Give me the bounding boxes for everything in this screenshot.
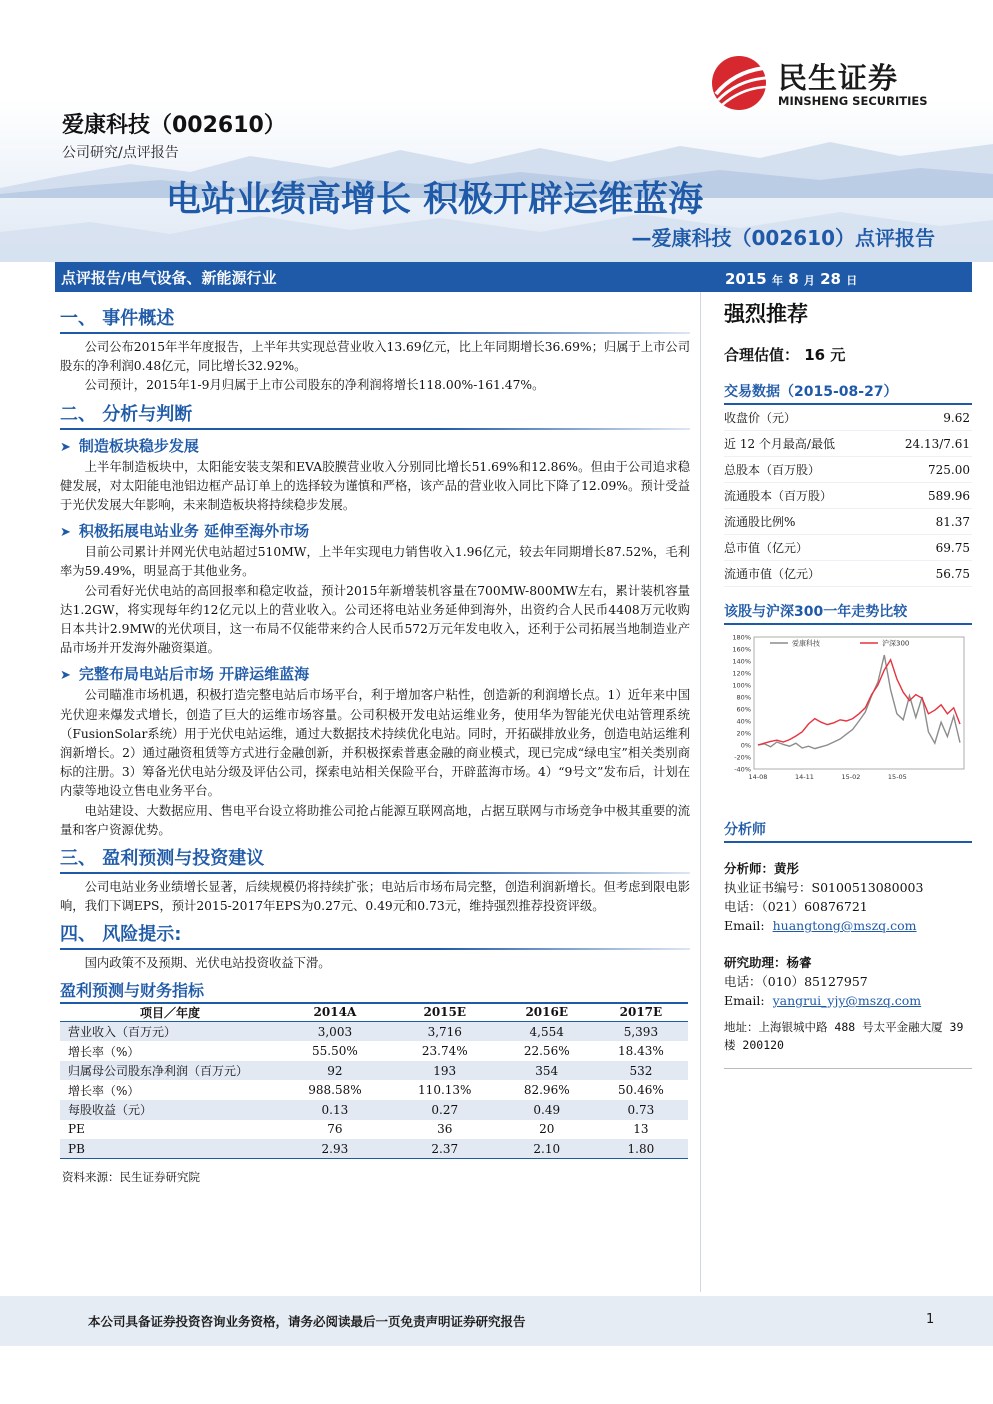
paragraph: 公司预计，2015年1-9月归属于上市公司股东的净利润将增长118.00%-161.47%。 <box>84 378 545 393</box>
footer <box>0 1296 993 1346</box>
table-cell: 76 <box>327 1122 343 1137</box>
paragraph: 上半年制造板块中，太阳能安装支架和EVA胶膜营业收入分别同比增长51.69%和12.86%。但由于公司追求稳健发展，对太阳能电池铝边框产品订单上的选择较为谨慎和严格，该产品的营业收入同比下降了12.09%。预计受益于光伏发展大年影响，未来制造板块将持续稳步发展。 <box>60 459 690 513</box>
table-cell: 13 <box>633 1122 649 1137</box>
report-type: 公司研究/点评报告 <box>62 145 179 161</box>
table-cell: 532 <box>594 1061 688 1081</box>
section-underline <box>60 332 690 334</box>
section-heading-overview: 一、 事件概述 <box>60 308 175 329</box>
trade-value: 9.62 <box>943 411 970 425</box>
table-cell: 0.27 <box>390 1100 500 1120</box>
x-tick-label: 15-02 <box>841 773 861 781</box>
analyst-info <box>724 859 972 935</box>
table-source: 资料来源：民生证券研究院 <box>62 1170 200 1185</box>
section-underline <box>60 872 690 874</box>
series-line-aikang <box>758 655 960 749</box>
y-tick-label: -20% <box>734 753 751 762</box>
y-tick-label: 40% <box>736 717 751 726</box>
industry-bar <box>55 262 972 292</box>
trade-label: 总股本（百万股） <box>724 463 821 477</box>
date-year: 2015 <box>725 270 767 288</box>
logo-text-cn: 民生证券 <box>778 61 899 95</box>
table-cell: 0.49 <box>500 1100 594 1120</box>
paragraph: 电站建设、大数据应用、售电平台设立将助推公司抢占能源互联网高地，占据互联网与市场竞争中极其重要的流量和客户资源优势。 <box>60 803 690 837</box>
assistant-email-line <box>724 991 972 1010</box>
legend-label: 爱康科技 <box>792 639 820 648</box>
trade-value: 725.00 <box>928 463 970 477</box>
trade-value: 56.75 <box>935 567 970 581</box>
paragraph: 目前公司累计并网光伏电站超过510MW，上半年实现电力销售收入1.96亿元，较去年同期增长87.52%，毛利率为59.49%，明显高于其他业务。 <box>60 545 690 579</box>
sidebar <box>724 292 972 1069</box>
trade-data-heading: 交易数据（2015-08-27） <box>724 381 972 405</box>
analyst-label: 分析师： <box>724 861 775 876</box>
assistant-name: 杨睿 <box>786 955 812 970</box>
legend-label: 沪深300 <box>882 639 910 648</box>
chevron-right-icon: ➤ <box>60 668 71 684</box>
table-cell: 2.10 <box>500 1139 594 1159</box>
table-cell: 5,393 <box>594 1022 688 1042</box>
table-cell: 22.56% <box>523 1044 570 1059</box>
y-tick-label: 60% <box>736 705 751 714</box>
date-month: 8 <box>788 270 799 288</box>
stock-comparison-chart <box>724 629 972 789</box>
rating: 强烈推荐 <box>724 302 808 326</box>
row-label: 增长率（%） <box>68 1083 140 1098</box>
list-item <box>724 509 972 535</box>
chart-heading: 该股与沪深300一年走势比较 <box>724 601 972 625</box>
table-cell: 18.43% <box>618 1044 664 1059</box>
analyst-cert: 执业证书编号：S0100513080003 <box>724 880 924 895</box>
main-content <box>60 300 690 1185</box>
y-tick-label: -40% <box>734 765 751 774</box>
table-cell: 0.13 <box>280 1100 390 1120</box>
address: 地址：上海银城中路 488 号太平金融大厦 39 楼 200120 <box>724 1018 972 1069</box>
report-date <box>725 270 857 288</box>
table-cell: 2.37 <box>390 1139 500 1159</box>
trade-data-list <box>724 405 972 587</box>
table-cell: 3,716 <box>390 1022 500 1042</box>
assistant-phone: 电话：（010）85127957 <box>724 974 868 989</box>
disclaimer-text: 本公司具备证券投资咨询业务资格，请务必阅读最后一页免责声明证券研究报告 <box>88 1314 526 1329</box>
industry-label: 点评报告/电气设备、新能源行业 <box>61 269 277 287</box>
subheading-text: 积极拓展电站业务 延伸至海外市场 <box>78 522 310 541</box>
subheading-text: 完整布局电站后市场 开辟运维蓝海 <box>78 665 310 684</box>
trade-label: 流通股比例% <box>724 515 796 529</box>
table-cell: 4,554 <box>500 1022 594 1042</box>
section-underline <box>60 948 690 950</box>
table-header-row <box>60 1003 688 1022</box>
table-row <box>60 1022 688 1042</box>
page-number: 1 <box>926 1312 935 1327</box>
y-tick-label: 20% <box>736 729 751 738</box>
column-divider <box>700 292 701 1292</box>
date-day: 28 <box>820 270 841 288</box>
plot-frame <box>754 637 964 769</box>
paragraph: 公司电站业务业绩增长显著，后续规模仍将持续扩张；电站后市场布局完整，创造利润新增长。但考虑到限电影响，我们下调EPS，预计2015-2017年EPS为0.27元、0.49元和0.73元，维持强烈推荐投资评级。 <box>60 880 690 914</box>
table-cell: 988.58% <box>308 1083 362 1098</box>
trade-label: 近 12 个月最高/最低 <box>724 437 835 451</box>
section-underline <box>60 428 690 430</box>
x-tick-label: 14-08 <box>748 773 768 781</box>
logo-text-en: MINSHENG SECURITIES <box>778 94 928 108</box>
table-cell: 92 <box>280 1061 390 1081</box>
email-label: Email: <box>724 918 765 933</box>
list-item <box>724 431 972 457</box>
assistant-email-link[interactable]: yangrui_yjy@mszq.com <box>772 993 922 1008</box>
y-tick-label: 180% <box>732 633 751 642</box>
row-label: PB <box>60 1139 280 1159</box>
date-month-unit: 月 <box>803 274 815 287</box>
analyst-phone: 电话：（021）60876721 <box>724 899 868 914</box>
paragraph: 公司公布2015年半年度报告，上半年共实现总营业收入13.69亿元，比上年同期增长36.69%；归属于上市公司股东的净利润0.48亿元，同比增长32.92%。 <box>60 340 690 374</box>
trade-value: 69.75 <box>935 541 970 555</box>
table-cell: 23.74% <box>421 1044 468 1059</box>
row-label: 每股收益（元） <box>60 1100 280 1120</box>
trade-label: 总市值（亿元） <box>724 541 809 555</box>
table-cell: 2.93 <box>280 1139 390 1159</box>
analyst-email-line <box>724 916 972 935</box>
y-tick-label: 120% <box>732 669 751 678</box>
column-header: 2015E <box>390 1003 500 1022</box>
company-name: 爱康科技（002610） <box>62 113 286 138</box>
assistant-info <box>724 953 972 1010</box>
table-cell: 82.96% <box>523 1083 570 1098</box>
analyst-email-link[interactable]: huangtong@mszq.com <box>772 918 917 933</box>
list-item <box>724 561 972 587</box>
valuation-value: 16 元 <box>804 346 846 364</box>
assistant-label: 研究助理： <box>724 955 787 970</box>
date-day-unit: 日 <box>846 274 858 287</box>
financial-table <box>60 1002 688 1160</box>
list-item <box>724 483 972 509</box>
trade-label: 流通股本（百万股） <box>724 489 833 503</box>
table-cell: 193 <box>390 1061 500 1081</box>
table-row <box>60 1061 688 1081</box>
table-row <box>60 1139 688 1159</box>
trade-value: 81.37 <box>935 515 970 529</box>
column-header: 2016E <box>500 1003 594 1022</box>
paragraph: 公司瞄准市场机遇，积极打造完整电站后市场平台，利于增加客户粘性，创造新的利润增长点。1）近年来中国光伏迎来爆发式增长，创造了巨大的运维市场容量。公司积极开发电站运维业务，使用华为智能光伏电站管理系统（FusionSolar系统）用于光伏电站运维，通过大数据技术持续优化电站。同时，开拓碳排放业务，创造电站运维利润新增长。2）通过融资租赁等方式进行金融创新，并积极探索普惠金融的商业模式，现已完成“绿电宝”相关类别商标的注册。3）筹备光伏电站分级及评估公司，探索电站相关保险平台，开辟蓝海市场。4）“9号文”发布后，计划在内蒙等地设立售电业务平台。 <box>60 688 690 799</box>
assistant-name-line <box>724 953 972 972</box>
table-row <box>60 1080 688 1100</box>
section-heading-analysis: 二、 分析与判断 <box>60 403 193 425</box>
row-label: 归属母公司股东净利润（百万元） <box>60 1061 280 1081</box>
x-tick-label: 15-05 <box>887 773 907 781</box>
row-label: 增长率（%） <box>68 1044 140 1059</box>
y-tick-label: 80% <box>736 693 751 702</box>
report-subtitle: —爱康科技（002610）点评报告 <box>631 226 935 250</box>
analyst-heading: 分析师 <box>724 819 972 843</box>
table-cell: 50.46% <box>618 1083 664 1098</box>
table-row <box>60 1041 688 1061</box>
y-tick-label: 0% <box>740 741 751 750</box>
minsheng-logo <box>706 54 936 114</box>
table-cell: 36 <box>437 1122 453 1137</box>
section-heading-forecast: 三、 盈利预测与投资建议 <box>60 848 265 870</box>
list-item <box>724 535 972 561</box>
row-label: PE <box>68 1122 85 1137</box>
list-item <box>724 405 972 431</box>
table-cell: 55.50% <box>312 1044 358 1059</box>
valuation <box>724 344 972 365</box>
table-cell: 3,003 <box>280 1022 390 1042</box>
trade-label: 流通市值（亿元） <box>724 567 821 581</box>
table-cell: 20 <box>539 1122 555 1137</box>
date-year-unit: 年 <box>771 274 783 287</box>
paragraph: 公司看好光伏电站的高回报率和稳定收益，预计2015年新增装机容量在700MW-800MW左右，累计装机容量达1.2GW，将实现每年约12亿元以上的营业收入。公司还将电站业务延伸到海外，出资约合人民币4408万元收购日本共计2.9MW的光伏项目，这一布局不仅能带来约合人民币572万元年发电收入，还利于公司拓展当地制造业产品市场并开发海外融资渠道。 <box>60 583 690 656</box>
report-title: 电站业绩高增长 积极开辟运维蓝海 <box>166 180 704 220</box>
chevron-right-icon: ➤ <box>60 439 71 455</box>
trade-value: 589.96 <box>928 489 970 503</box>
column-header: 2017E <box>594 1003 688 1022</box>
logo-mark-icon <box>706 54 772 112</box>
table-cell: 354 <box>500 1061 594 1081</box>
table-row <box>60 1120 688 1140</box>
analyst-name-line <box>724 859 972 878</box>
financial-table-title: 盈利预测与财务指标 <box>60 980 205 1000</box>
x-tick-label: 14-11 <box>795 773 814 781</box>
section-heading-risk: 四、 风险提示: <box>60 924 182 946</box>
valuation-label: 合理估值： <box>724 346 800 364</box>
y-tick-label: 100% <box>732 681 751 690</box>
y-tick-label: 140% <box>732 657 751 666</box>
table-cell: 110.13% <box>418 1083 472 1098</box>
table-cell: 1.80 <box>594 1139 688 1159</box>
email-label: Email: <box>724 993 765 1008</box>
row-label: 营业收入（百万元） <box>60 1022 280 1042</box>
series-line-hs300 <box>758 660 960 745</box>
trade-value: 24.13/7.61 <box>904 437 970 451</box>
chevron-right-icon: ➤ <box>60 525 71 541</box>
y-tick-label: 160% <box>732 645 751 654</box>
table-row <box>60 1100 688 1120</box>
subheading-power-station <box>60 519 690 543</box>
column-header: 2014A <box>280 1003 390 1022</box>
subheading-aftermarket <box>60 662 690 686</box>
table-cell: 0.73 <box>594 1100 688 1120</box>
trade-label: 收盘价（元） <box>724 411 797 425</box>
list-item <box>724 457 972 483</box>
analyst-name: 黄彤 <box>774 861 800 876</box>
subheading-text: 制造板块稳步发展 <box>78 436 199 455</box>
paragraph: 国内政策不及预期、光伏电站投资收益下滑。 <box>84 956 331 971</box>
subheading-manufacturing <box>60 434 690 458</box>
column-header: 项目／年度 <box>60 1003 280 1022</box>
